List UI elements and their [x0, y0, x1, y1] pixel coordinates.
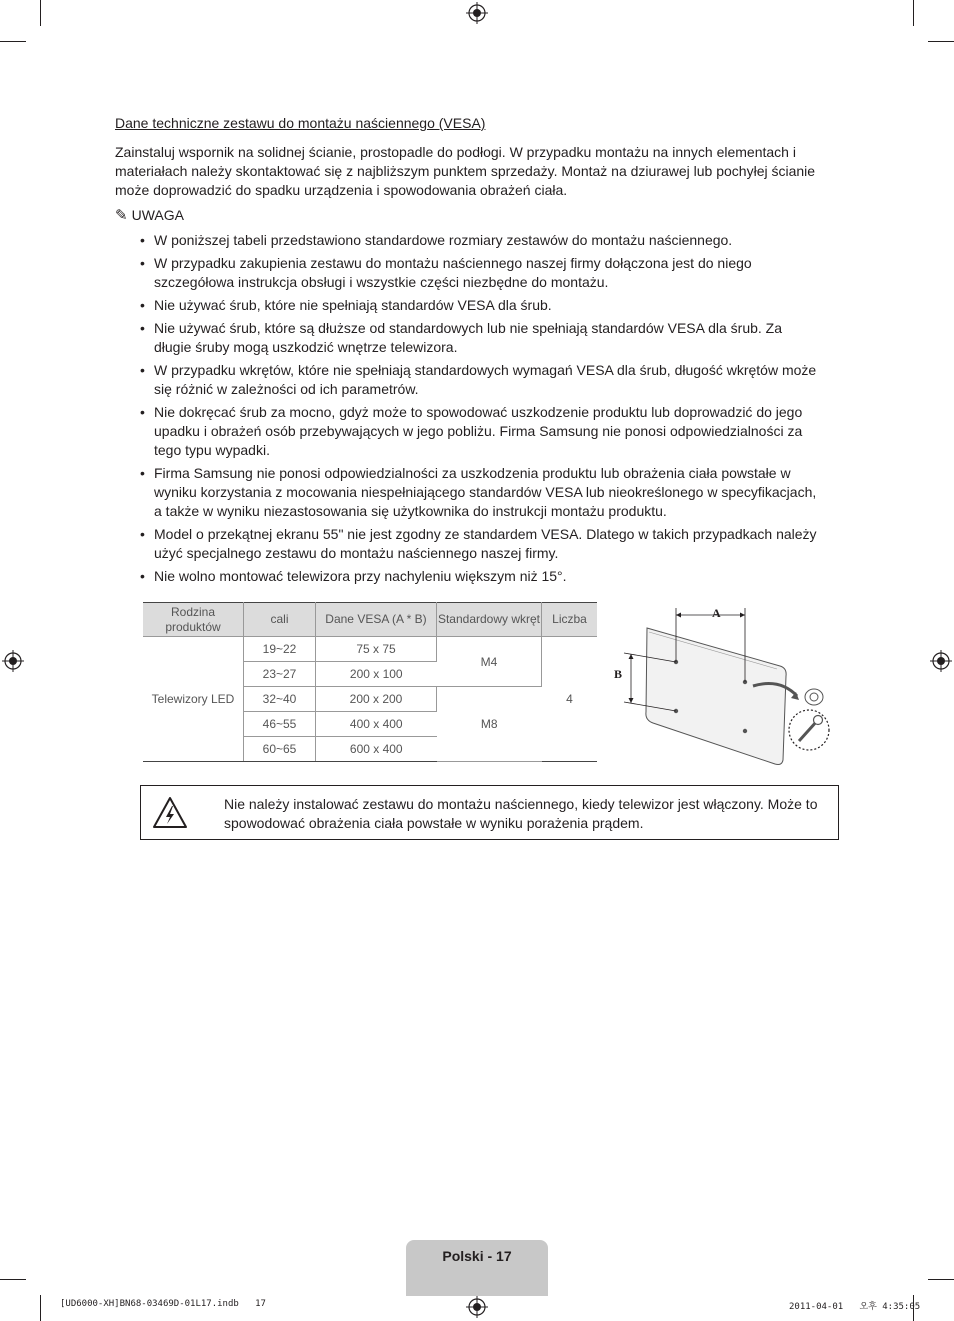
list-item: • W przypadku zakupienia zestawu do montażu naściennego naszej firmy dołączona jest do niego szczegółowa instrukcja obsługi i wszystkie części niezbędne do montażu.: [140, 255, 752, 290]
note-heading: [115, 206, 184, 224]
intro-paragraph: Zainstaluj wspornik na solidnej ścianie, prostopadle do podłogi. W przypadku montażu na innych elementach i materiałach należy skontaktować się z najbliższym punktem sprzedaży. Montaż na dziurawej lub pochyłej ścianie może doprowadzić do spadku urządzenia i spowodowania obrażeń ciała.: [115, 144, 816, 198]
list-item: • Nie wolno montować telewizora przy nachyleniu większym niż 15°.: [140, 568, 567, 584]
section-heading: Dane techniczne zestawu do montażu naściennego (VESA): [115, 115, 486, 131]
inch-cell: 32~40: [244, 687, 316, 712]
list-item: • Nie używać śrub, które nie spełniają standardów VESA dla śrub.: [140, 297, 552, 313]
inch-cell: 60~65: [244, 737, 316, 762]
list-item: • W poniższej tabeli przedstawiono standardowe rozmiary zestawów do montażu naściennego.: [140, 232, 733, 248]
vesa-cell: 600 x 400: [316, 737, 437, 762]
column-header: Standardowy wkręt: [437, 603, 542, 637]
vesa-table: [143, 602, 597, 762]
crop-mark: [0, 1279, 26, 1280]
list-item: • W przypadku wkrętów, które nie spełniają standardowych wymagań VESA dla śrub, długość wkrętów może się różnić w zależności od ich parametrów.: [140, 362, 817, 397]
mount-hole: [743, 729, 747, 733]
crop-mark: [928, 1279, 954, 1280]
crop-mark: [913, 0, 914, 26]
vesa-cell: 200 x 200: [316, 687, 437, 712]
footer-file-info: [UD6000-XH]BN68-03469D-01L17.indb 17: [60, 1299, 266, 1309]
dimension-b-label: B: [614, 667, 623, 681]
registration-mark-icon: [2, 650, 24, 672]
column-header: Liczba: [542, 603, 598, 637]
column-header: cali: [244, 603, 316, 637]
warning-box: [140, 785, 839, 840]
list-item: • Nie dokręcać śrub za mocno, gdyż może to spowodować uszkodzenie produktu lub doprowadzić do jego upadku i obrażeń osób przebywających w jego pobliżu. Firma Samsung nie ponosi odpowiedzialności za tego typu wypadki.: [140, 404, 803, 458]
inch-cell: 23~27: [244, 662, 316, 687]
inch-cell: 46~55: [244, 712, 316, 737]
crop-mark: [0, 41, 26, 42]
column-header: Dane VESA (A * B): [316, 603, 437, 637]
page-tab: [406, 1240, 548, 1296]
list-item: • Firma Samsung nie ponosi odpowiedzialności za uszkodzenia produktu lub obrażenia ciała powstałe w wyniku korzystania z mocowania niespełniającego standardów VESA lub nieokreślonego w specyfikacjach, a także w wyniku niezastosowania się użytkownika do instrukcji montażu produktu.: [140, 465, 817, 519]
crop-mark: [40, 1295, 41, 1321]
warning-icon: [152, 796, 188, 829]
vesa-cell: 75 x 75: [316, 637, 437, 662]
page-number: Polski - 17: [442, 1248, 512, 1264]
list-item: • Model o przekątnej ekranu 55" nie jest zgodny ze standardem VESA. Dlatego w takich przypadkach należy użyć specjalnego zestawu do montażu naściennego naszej firmy.: [140, 526, 817, 561]
crop-mark: [40, 0, 41, 26]
tv-mount-diagram: [605, 598, 835, 770]
product-family-cell: Telewizory LED: [143, 637, 244, 762]
crop-mark: [928, 41, 954, 42]
inch-cell: 19~22: [244, 637, 316, 662]
note-label: UWAGA: [131, 207, 184, 223]
vesa-cell: 400 x 400: [316, 712, 437, 737]
count-cell: 4: [542, 637, 598, 762]
column-header: Rodzina produktów: [143, 603, 244, 637]
pencil-icon: ✎: [115, 207, 128, 224]
list-item: • Nie używać śrub, które są dłuższe od standardowych lub nie spełniają standardów VESA dla śrub. Za długie śruby mogą uszkodzić wnętrze telewizora.: [140, 320, 783, 355]
warning-text: Nie należy instalować zestawu do montażu naściennego, kiedy telewizor jest włączony. Może to spowodować obrażenia ciała powstałe w wyniku porażenia prądem.: [224, 796, 818, 831]
registration-mark-icon: [466, 1296, 488, 1318]
footer-timestamp: 2011-04-01 오후 4:35:05: [789, 1302, 921, 1312]
registration-mark-icon: [466, 2, 488, 24]
table-header-row: [143, 603, 597, 637]
vesa-cell: 200 x 100: [316, 662, 437, 687]
screw-cell: M4: [437, 637, 542, 687]
table-row: [143, 637, 597, 662]
screw-cell: M8: [437, 687, 542, 762]
dimension-a-label: A: [712, 606, 721, 620]
note-list: [140, 231, 820, 590]
registration-mark-icon: [930, 650, 952, 672]
